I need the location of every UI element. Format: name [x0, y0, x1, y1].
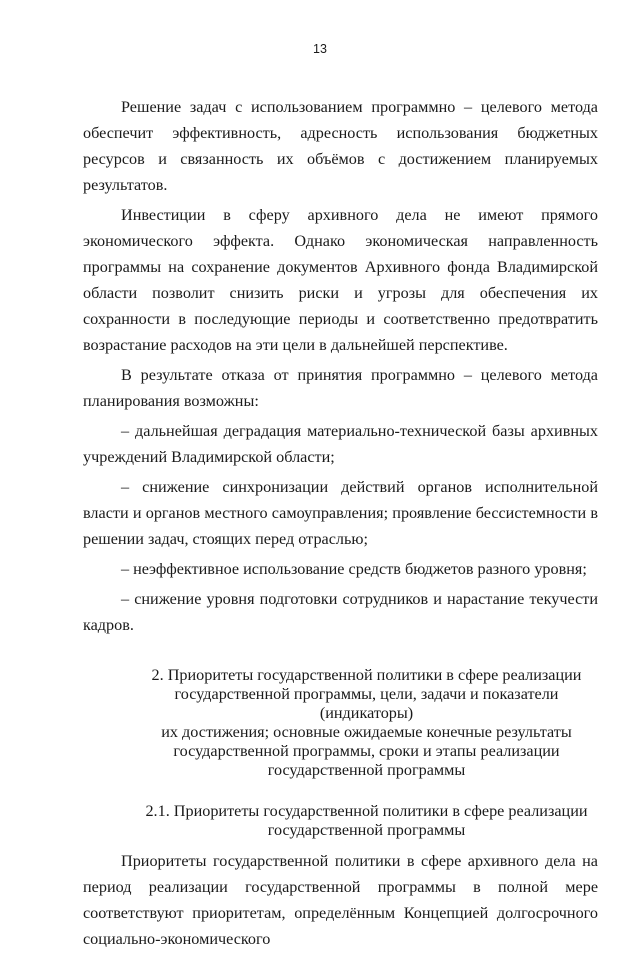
paragraph-1: Решение задач с использованием программно – целевого метода обеспечит эффективность, адресность использования бюджетных ресурсов и связанность их объёмов с достижением планируемых результатов.: [83, 98, 598, 194]
list-item-3: – неэффективное использование средств бюджетов разного уровня;: [121, 560, 587, 578]
section-heading-line: государственной программы, сроки и этапы реализации: [173, 742, 560, 760]
document-body: [83, 94, 598, 956]
subsection-heading-line: 2.1. Приоритеты государственной политики в сфере реализации: [145, 802, 588, 820]
section-heading-line: государственной программы: [267, 761, 466, 779]
section-heading: [83, 666, 598, 780]
list-item-4: – снижение уровня подготовки сотрудников и нарастание текучести кадров.: [83, 590, 598, 634]
section-heading-line: государственной программы, цели, задачи и показатели (индикаторы): [174, 685, 559, 722]
paragraph-2: Инвестиции в сферу архивного дела не имеют прямого экономического эффекта. Однако экономическая направленность программы на сохранение документов Архивного фонда Владимирской области позволит снизить риски и угрозы для обеспечения их сохранности в последующие периоды и соответственно предотвратить возрастание расходов на эти цели в дальнейшей перспективе.: [83, 206, 598, 354]
subsection-heading: [83, 802, 598, 840]
section-heading-line: их достижения; основные ожидаемые конечные результаты: [161, 723, 572, 741]
section-heading-line: 2. Приоритеты государственной политики в сфере реализации: [151, 666, 582, 684]
list-item-1: – дальнейшая деградация материально-технической базы архивных учреждений Владимирской области;: [83, 422, 598, 466]
list-item-2: – снижение синхронизации действий органов исполнительной власти и органов местного самоуправления; проявление бессистемности в решении задач, стоящих перед отраслью;: [83, 478, 598, 548]
paragraph-4: Приоритеты государственной политики в сфере архивного дела на период реализации государственной программы в полной мере соответствуют приоритетам, определённым Концепцией долгосрочного социально-экономического: [83, 852, 598, 948]
subsection-heading-line: государственной программы: [267, 821, 466, 839]
paragraph-3: В результате отказа от принятия программно – целевого метода планирования возможны:: [83, 366, 598, 410]
page-number: 13: [313, 42, 327, 56]
